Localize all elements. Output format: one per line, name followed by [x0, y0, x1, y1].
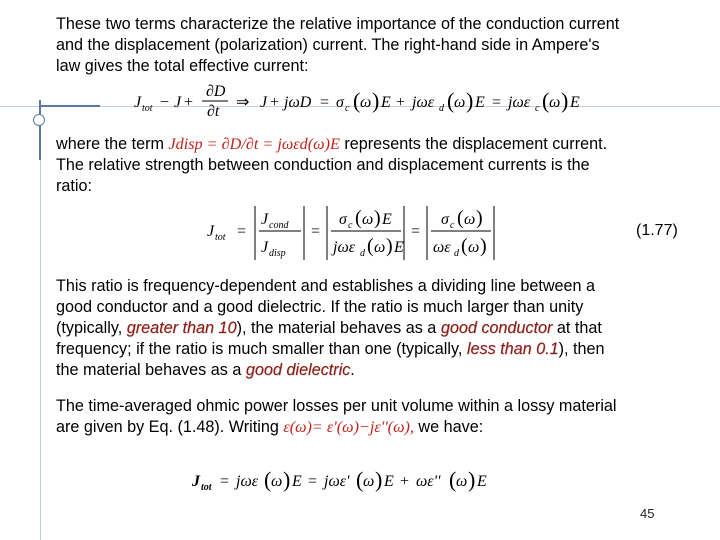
svg-text:): ) [561, 88, 569, 113]
svg-text:tot: tot [201, 482, 212, 493]
svg-text:(: ( [353, 88, 361, 113]
svg-text:ω: ω [374, 239, 386, 256]
svg-text:(: ( [367, 235, 374, 257]
svg-text:J: J [261, 239, 269, 256]
text-segment: . [350, 361, 355, 379]
svg-text:c: c [450, 220, 455, 231]
svg-text:∂t: ∂t [207, 103, 220, 120]
svg-text:(: ( [457, 207, 464, 229]
frame-accent-line [40, 105, 100, 107]
svg-text:=: = [220, 473, 230, 490]
svg-text:): ) [476, 207, 483, 229]
svg-text:⇒: ⇒ [236, 94, 250, 111]
text-segment: where the term [56, 135, 169, 153]
text-line: The time-averaged ohmic power losses per unit volume within a lossy material [56, 397, 617, 415]
permittivity-expression: ε(ω)= ε'(ω)−jε''(ω), [283, 418, 414, 436]
svg-text:(: ( [461, 235, 468, 257]
svg-text:tot: tot [215, 232, 226, 243]
svg-text:): ) [283, 467, 291, 492]
text-line: This ratio is frequency-dependent and establishes a dividing line between a [56, 277, 596, 295]
svg-text:E: E [570, 94, 580, 111]
text-segment: the material behaves as a [56, 361, 246, 379]
paragraph-ratio-meaning [56, 276, 605, 381]
svg-text:): ) [375, 467, 383, 492]
svg-text:disp: disp [269, 248, 286, 259]
svg-text:ω: ω [549, 94, 561, 111]
svg-text:d: d [454, 248, 459, 259]
text-line: These two terms characterize the relative importance of the conduction current [56, 15, 620, 33]
svg-text:c: c [345, 103, 350, 114]
svg-text:J: J [134, 94, 142, 111]
svg-text:jωε': jωε' [324, 473, 350, 490]
svg-text:): ) [468, 467, 476, 492]
text-segment: ), the material behaves as a [236, 319, 441, 337]
equation-ratio [205, 200, 505, 262]
svg-text:ω: ω [464, 211, 476, 228]
svg-text:): ) [372, 88, 380, 113]
svg-text:+: + [400, 473, 410, 490]
svg-text:ωε: ωε [433, 239, 451, 256]
equation-lossy-current [190, 462, 510, 498]
svg-text:σ: σ [339, 211, 347, 228]
svg-text:(: ( [449, 467, 457, 492]
paragraph-power-losses [56, 396, 617, 438]
svg-text:(: ( [542, 88, 550, 113]
text-line: good conductor and a good dielectric. If the ratio is much larger than unity [56, 298, 584, 316]
svg-text:∂D: ∂D [206, 83, 226, 100]
text-segment: at that [552, 319, 602, 337]
svg-text:σ: σ [441, 211, 449, 228]
text-line: law gives the total effective current: [56, 57, 309, 75]
svg-text:J: J [207, 223, 215, 240]
svg-text:jωD: jωD [284, 94, 312, 111]
svg-text:): ) [374, 207, 381, 229]
svg-text:E: E [382, 211, 392, 228]
equation-number: (1.77) [636, 222, 678, 239]
page-number: 45 [640, 506, 655, 521]
equation-total-current [132, 80, 612, 120]
svg-text:E: E [292, 473, 302, 490]
highlight-good-dielectric: good dielectric [245, 361, 351, 379]
svg-text:): ) [466, 88, 474, 113]
svg-text:E: E [394, 239, 404, 256]
frame-ring-icon [33, 114, 45, 126]
highlight-good-conductor: good conductor [440, 319, 553, 337]
paragraph-displacement [56, 134, 607, 197]
svg-text:ω: ω [454, 94, 466, 111]
svg-text:=: = [320, 94, 330, 111]
svg-text:+: + [270, 94, 280, 111]
svg-text:c: c [535, 103, 540, 114]
svg-text:): ) [480, 235, 487, 257]
svg-text:=: = [308, 473, 318, 490]
highlight-greater-than-10: greater than 10 [126, 319, 237, 337]
svg-text:+: + [184, 94, 194, 111]
svg-text:jωε: jωε [333, 239, 356, 256]
svg-text:ω: ω [362, 211, 374, 228]
svg-text:J: J [260, 94, 268, 111]
svg-text:J: J [261, 211, 269, 228]
svg-text:=: = [311, 223, 321, 240]
text-segment: (typically, [56, 319, 127, 337]
svg-text:σ: σ [336, 94, 344, 111]
svg-text:cond: cond [269, 220, 289, 231]
svg-text:ωε'': ωε'' [416, 473, 441, 490]
svg-text:E: E [384, 473, 394, 490]
svg-text:+: + [396, 94, 406, 111]
svg-text:tot: tot [142, 103, 153, 114]
svg-text:E: E [381, 94, 391, 111]
svg-text:J: J [192, 473, 200, 490]
svg-text:ω: ω [468, 239, 480, 256]
svg-text:d: d [360, 248, 365, 259]
svg-text:jωε: jωε [412, 94, 435, 111]
svg-text:=: = [237, 223, 247, 240]
text-segment: represents the displacement current. [339, 135, 608, 153]
svg-text:ω: ω [271, 473, 283, 490]
svg-text:d: d [439, 103, 444, 114]
text-line: and the displacement (polarization) current. The right-hand side in Ampere's [56, 36, 600, 54]
paragraph-intro [56, 14, 619, 77]
svg-text:(: ( [447, 88, 455, 113]
frame-left-line [40, 120, 41, 540]
text-segment: ), then [558, 340, 605, 358]
svg-text:jωε: jωε [236, 473, 259, 490]
svg-text:(: ( [264, 467, 272, 492]
text-segment: we have: [413, 418, 484, 436]
svg-text:ω: ω [363, 473, 375, 490]
svg-text:): ) [386, 235, 393, 257]
svg-text:E: E [475, 94, 485, 111]
svg-text:=: = [411, 223, 421, 240]
svg-text:jωε: jωε [508, 94, 531, 111]
svg-text:ω: ω [360, 94, 372, 111]
svg-text:(: ( [355, 207, 362, 229]
svg-text:J: J [174, 94, 182, 111]
svg-text:−: − [160, 94, 170, 111]
svg-text:ω: ω [456, 473, 468, 490]
text-segment: frequency; if the ratio is much smaller than one (typically, [56, 340, 467, 358]
displacement-expression: Jdisp = ∂D/∂t = jωεd(ω)E [168, 135, 340, 153]
svg-text:c: c [348, 220, 353, 231]
text-line: ratio: [56, 177, 92, 195]
svg-text:=: = [492, 94, 502, 111]
frame-left-accent [39, 100, 41, 160]
svg-text:E: E [477, 473, 487, 490]
text-segment: are given by Eq. (1.48). Writing [56, 418, 284, 436]
text-line: The relative strength between conduction and displacement currents is the [56, 156, 590, 174]
highlight-less-than-0-1: less than 0.1 [466, 340, 559, 358]
svg-text:(: ( [356, 467, 364, 492]
